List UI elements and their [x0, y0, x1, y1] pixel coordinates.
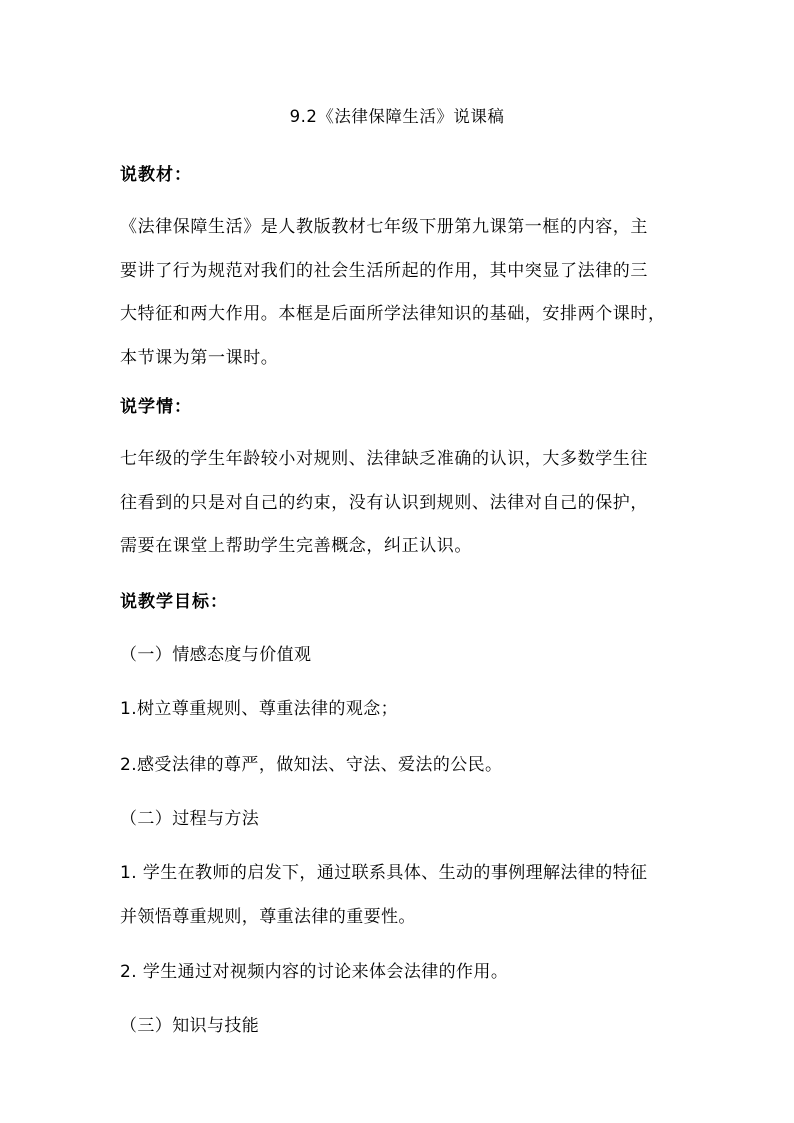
section-heading-textbook: 说教材：	[120, 165, 192, 185]
objective-label-emotion: （一）情感态度与价值观	[120, 645, 312, 665]
paragraph-line: 往看到的只是对自己的约束，没有认识到规则、法律对自己的保护，	[120, 492, 648, 513]
objective-item: 2.感受法律的尊严，做知法、守法、爱法的公民。	[120, 755, 503, 775]
textbook-paragraph	[120, 206, 680, 380]
paragraph-line: 要讲了行为规范对我们的社会生活所起的作用，其中突显了法律的三	[120, 260, 648, 281]
document-title: 9.2《法律保障生活》说课稿	[289, 107, 505, 126]
section-heading-objectives: 说教学目标：	[120, 592, 228, 612]
objective-item: 1.树立尊重规则、尊重法律的观念；	[120, 699, 399, 719]
objective-item-continued: 并领悟尊重规则，尊重法律的重要性。	[120, 907, 416, 927]
objective-item: 2. 学生通过对视频内容的讨论来体会法律的作用。	[120, 962, 509, 982]
objective-item: 1. 学生在教师的启发下，通过联系具体、生动的事例理解法律的特征	[120, 863, 648, 883]
section-heading-students: 说学情：	[120, 397, 192, 417]
paragraph-line: 七年级的学生年龄较小对规则、法律缺乏准确的认识，大多数学生往	[120, 449, 648, 469]
students-paragraph	[120, 438, 680, 569]
objective-label-process: （二）过程与方法	[120, 809, 260, 829]
objective-label-knowledge: （三）知识与技能	[120, 1016, 260, 1036]
paragraph-line: 大特征和两大作用。本框是后面所学法律知识的基础，安排两个课时，	[120, 304, 666, 324]
paragraph-line: 需要在课堂上帮助学生完善概念，纠正认识。	[120, 536, 472, 556]
paragraph-line: 本节课为第一课时。	[120, 347, 279, 368]
paragraph-line: 《法律保障生活》是人教版教材七年级下册第九课第一框的内容，主	[120, 217, 648, 237]
